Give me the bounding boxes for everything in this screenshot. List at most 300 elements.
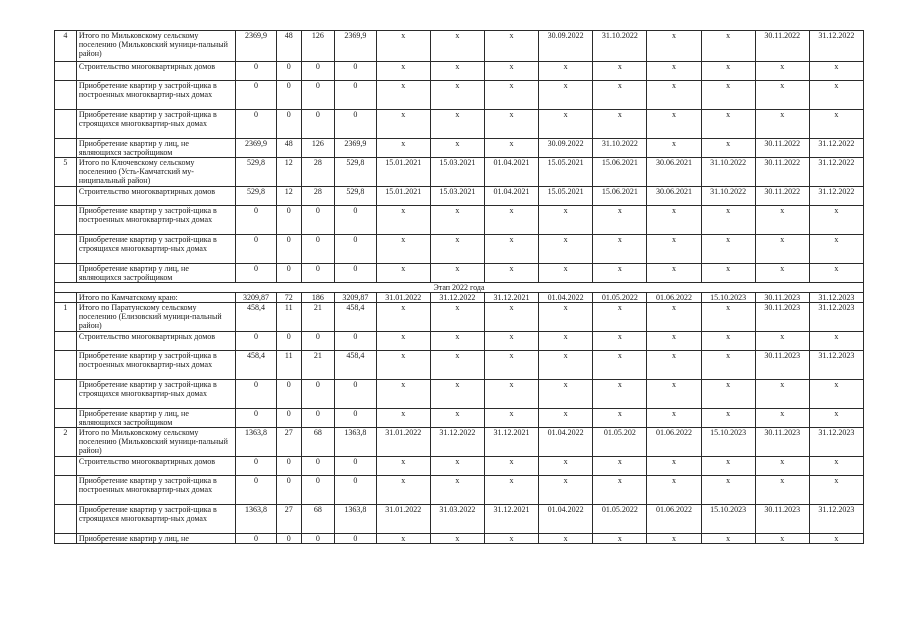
cell-value: 0: [301, 380, 334, 409]
cell-value: x: [484, 476, 538, 505]
cell-value: x: [755, 409, 809, 428]
cell-value: x: [593, 457, 647, 476]
cell-value: 0: [276, 264, 301, 283]
cell-value: 0: [236, 264, 277, 283]
cell-value: x: [430, 332, 484, 351]
cell-value: x: [539, 351, 593, 380]
table-row: [55, 264, 864, 283]
cell-value: x: [593, 534, 647, 544]
cell-value: x: [701, 264, 755, 283]
cell-value: 3209,87: [236, 293, 277, 303]
row-number: [55, 110, 77, 139]
cell-value: 0: [301, 81, 334, 110]
cell-value: x: [430, 351, 484, 380]
cell-value: 2369,9: [236, 139, 277, 158]
cell-value: x: [484, 206, 538, 235]
cell-value: 0: [335, 409, 377, 428]
cell-value: x: [809, 206, 863, 235]
cell-value: 0: [276, 110, 301, 139]
cell-value: 1363,8: [236, 505, 277, 534]
cell-value: 01.05.2022: [593, 293, 647, 303]
cell-value: x: [701, 409, 755, 428]
cell-value: 30.11.2022: [755, 139, 809, 158]
cell-value: x: [484, 457, 538, 476]
cell-value: 15.10.2023: [701, 505, 755, 534]
cell-value: x: [755, 206, 809, 235]
cell-value: x: [701, 351, 755, 380]
cell-value: 01.06.2022: [647, 293, 701, 303]
cell-value: x: [539, 235, 593, 264]
cell-value: 31.03.2022: [430, 505, 484, 534]
cell-value: x: [539, 332, 593, 351]
cell-value: x: [484, 235, 538, 264]
cell-value: x: [593, 81, 647, 110]
cell-value: 15.05.2021: [539, 158, 593, 187]
cell-value: x: [593, 380, 647, 409]
row-number: [55, 264, 77, 283]
row-name: Приобретение квартир у лиц, не: [76, 534, 235, 544]
cell-value: x: [376, 534, 430, 544]
row-number: [55, 187, 77, 206]
row-name: Приобретение квартир у застрой-щика в строящихся многоквартир-ных домах: [76, 380, 235, 409]
cell-value: 458,4: [236, 351, 277, 380]
cell-value: 0: [301, 332, 334, 351]
cell-value: x: [647, 380, 701, 409]
cell-value: 0: [276, 62, 301, 81]
cell-value: x: [430, 31, 484, 62]
cell-value: x: [484, 139, 538, 158]
cell-value: 31.12.2022: [430, 293, 484, 303]
row-name: Приобретение квартир у лиц, не являющихся застройщиком: [76, 409, 235, 428]
cell-value: 31.12.2023: [809, 351, 863, 380]
housing-program-table: [54, 30, 864, 544]
cell-value: x: [593, 206, 647, 235]
cell-value: 15.05.2021: [539, 187, 593, 206]
cell-value: 31.12.2022: [809, 139, 863, 158]
cell-value: x: [376, 62, 430, 81]
table-row: [55, 505, 864, 534]
cell-value: 0: [236, 206, 277, 235]
cell-value: 31.12.2022: [430, 428, 484, 457]
row-number: [55, 409, 77, 428]
cell-value: x: [701, 235, 755, 264]
cell-value: 0: [236, 380, 277, 409]
row-name: Приобретение квартир у лиц, не являющихся застройщиком: [76, 264, 235, 283]
row-name: Строительство многоквартирных домов: [76, 457, 235, 476]
cell-value: x: [809, 476, 863, 505]
cell-value: 01.05.2022: [593, 505, 647, 534]
cell-value: 01.04.2021: [484, 187, 538, 206]
cell-value: x: [647, 206, 701, 235]
table-row: [55, 332, 864, 351]
cell-value: 0: [335, 81, 377, 110]
cell-value: 2369,9: [335, 31, 377, 62]
cell-value: x: [809, 264, 863, 283]
cell-value: x: [376, 380, 430, 409]
stage-row: [55, 283, 864, 293]
cell-value: x: [701, 380, 755, 409]
row-name: Строительство многоквартирных домов: [76, 332, 235, 351]
cell-value: x: [647, 457, 701, 476]
cell-value: x: [484, 31, 538, 62]
cell-value: 31.12.2023: [809, 505, 863, 534]
cell-value: x: [484, 62, 538, 81]
cell-value: x: [701, 332, 755, 351]
cell-value: 31.10.2022: [701, 187, 755, 206]
cell-value: x: [376, 264, 430, 283]
cell-value: 0: [236, 476, 277, 505]
cell-value: 0: [276, 206, 301, 235]
cell-value: 0: [236, 332, 277, 351]
cell-value: x: [647, 303, 701, 332]
cell-value: x: [376, 31, 430, 62]
cell-value: x: [809, 409, 863, 428]
cell-value: x: [539, 303, 593, 332]
cell-value: 0: [276, 409, 301, 428]
cell-value: x: [647, 351, 701, 380]
cell-value: x: [809, 62, 863, 81]
cell-value: 458,4: [335, 303, 377, 332]
cell-value: 11: [276, 303, 301, 332]
cell-value: x: [647, 31, 701, 62]
cell-value: 0: [236, 534, 277, 544]
cell-value: x: [647, 139, 701, 158]
cell-value: x: [539, 476, 593, 505]
cell-value: 31.12.2023: [809, 293, 863, 303]
cell-value: 15.03.2021: [430, 158, 484, 187]
row-number: 2: [55, 428, 77, 457]
cell-value: x: [593, 62, 647, 81]
cell-value: x: [701, 457, 755, 476]
cell-value: 0: [276, 476, 301, 505]
cell-value: 31.01.2022: [376, 428, 430, 457]
cell-value: x: [809, 235, 863, 264]
cell-value: 0: [335, 380, 377, 409]
cell-value: 458,4: [236, 303, 277, 332]
cell-value: x: [647, 476, 701, 505]
row-name: Приобретение квартир у застрой-щика в построенных многоквартир-ных домах: [76, 351, 235, 380]
cell-value: 15.01.2021: [376, 187, 430, 206]
cell-value: x: [593, 476, 647, 505]
cell-value: x: [593, 235, 647, 264]
cell-value: x: [701, 139, 755, 158]
cell-value: 15.10.2023: [701, 293, 755, 303]
cell-value: x: [809, 81, 863, 110]
cell-value: 0: [301, 534, 334, 544]
cell-value: x: [484, 380, 538, 409]
table-row: [55, 293, 864, 303]
cell-value: x: [376, 409, 430, 428]
cell-value: 0: [236, 235, 277, 264]
cell-value: 12: [276, 187, 301, 206]
table-row: [55, 303, 864, 332]
cell-value: x: [539, 206, 593, 235]
cell-value: x: [809, 457, 863, 476]
cell-value: 458,4: [335, 351, 377, 380]
cell-value: 30.11.2023: [755, 303, 809, 332]
cell-value: 0: [276, 235, 301, 264]
cell-value: x: [430, 62, 484, 81]
table-row: [55, 476, 864, 505]
cell-value: x: [376, 351, 430, 380]
cell-value: 01.04.2022: [539, 505, 593, 534]
cell-value: 0: [335, 457, 377, 476]
row-number: [55, 332, 77, 351]
cell-value: 72: [276, 293, 301, 303]
cell-value: x: [755, 476, 809, 505]
row-name: Итого по Паратунскому сельскому поселению (Елизовский муници-пальный район): [76, 303, 235, 332]
cell-value: 30.06.2021: [647, 187, 701, 206]
cell-value: x: [593, 351, 647, 380]
cell-value: 0: [236, 110, 277, 139]
document-page: [54, 30, 864, 544]
cell-value: 0: [301, 409, 334, 428]
cell-value: 529,8: [236, 187, 277, 206]
cell-value: x: [484, 110, 538, 139]
table-row: [55, 31, 864, 62]
cell-value: 30.11.2023: [755, 293, 809, 303]
cell-value: 15.06.2021: [593, 158, 647, 187]
cell-value: 01.04.2021: [484, 158, 538, 187]
table-row: [55, 110, 864, 139]
cell-value: 529,8: [236, 158, 277, 187]
cell-value: 30.09.2022: [539, 31, 593, 62]
cell-value: x: [647, 62, 701, 81]
cell-value: 31.12.2021: [484, 505, 538, 534]
cell-value: x: [701, 534, 755, 544]
cell-value: 0: [335, 235, 377, 264]
cell-value: x: [701, 476, 755, 505]
cell-value: 0: [335, 264, 377, 283]
cell-value: x: [701, 303, 755, 332]
cell-value: x: [539, 81, 593, 110]
cell-value: x: [484, 409, 538, 428]
cell-value: x: [484, 303, 538, 332]
row-number: [55, 380, 77, 409]
cell-value: 0: [301, 457, 334, 476]
row-name: Итого по Мильковскому сельскому поселению (Мильковский муници-пальный район): [76, 31, 235, 62]
cell-value: x: [430, 235, 484, 264]
row-name: Приобретение квартир у застрой-щика в построенных многоквартир-ных домах: [76, 206, 235, 235]
table-row: [55, 351, 864, 380]
table-body: [55, 31, 864, 544]
cell-value: 0: [335, 534, 377, 544]
cell-value: 15.01.2021: [376, 158, 430, 187]
cell-value: x: [755, 110, 809, 139]
cell-value: x: [701, 81, 755, 110]
cell-value: 31.12.2022: [809, 158, 863, 187]
cell-value: 31.12.2022: [809, 187, 863, 206]
table-row: [55, 380, 864, 409]
cell-value: 0: [236, 409, 277, 428]
cell-value: x: [647, 534, 701, 544]
cell-value: x: [755, 332, 809, 351]
cell-value: 0: [276, 81, 301, 110]
cell-value: 31.12.2023: [809, 303, 863, 332]
table-row: [55, 534, 864, 544]
row-number: [55, 62, 77, 81]
table-row: [55, 81, 864, 110]
cell-value: 28: [301, 158, 334, 187]
cell-value: x: [755, 380, 809, 409]
cell-value: x: [809, 534, 863, 544]
row-name: Приобретение квартир у застрой-щика в строящихся многоквартир-ных домах: [76, 235, 235, 264]
row-number: [55, 139, 77, 158]
cell-value: 48: [276, 31, 301, 62]
cell-value: 2369,9: [335, 139, 377, 158]
cell-value: x: [647, 81, 701, 110]
cell-value: 31.10.2022: [593, 139, 647, 158]
cell-value: x: [430, 110, 484, 139]
cell-value: 0: [301, 235, 334, 264]
cell-value: 21: [301, 303, 334, 332]
cell-value: 30.06.2021: [647, 158, 701, 187]
cell-value: 0: [301, 206, 334, 235]
cell-value: x: [593, 409, 647, 428]
cell-value: 30.11.2023: [755, 428, 809, 457]
cell-value: 0: [276, 380, 301, 409]
cell-value: 126: [301, 139, 334, 158]
table-row: [55, 158, 864, 187]
cell-value: 0: [236, 62, 277, 81]
cell-value: x: [376, 139, 430, 158]
cell-value: 31.12.2021: [484, 428, 538, 457]
cell-value: 15.06.2021: [593, 187, 647, 206]
cell-value: x: [809, 332, 863, 351]
row-name: Приобретение квартир у лиц, не являющихся застройщиком: [76, 139, 235, 158]
row-number: [55, 351, 77, 380]
row-number: [55, 293, 77, 303]
row-name: Строительство многоквартирных домов: [76, 62, 235, 81]
cell-value: x: [593, 110, 647, 139]
row-number: [55, 505, 77, 534]
row-name: Итого по Мильковскому сельскому поселению (Мильковский муници-пальный район): [76, 428, 235, 457]
cell-value: x: [376, 110, 430, 139]
cell-value: 1363,8: [335, 428, 377, 457]
cell-value: x: [430, 457, 484, 476]
cell-value: x: [647, 110, 701, 139]
cell-value: x: [701, 110, 755, 139]
cell-value: x: [376, 206, 430, 235]
cell-value: 529,8: [335, 158, 377, 187]
cell-value: x: [539, 380, 593, 409]
cell-value: 31.12.2021: [484, 293, 538, 303]
cell-value: 0: [335, 332, 377, 351]
cell-value: x: [430, 476, 484, 505]
cell-value: 31.10.2022: [701, 158, 755, 187]
cell-value: 0: [236, 81, 277, 110]
cell-value: 0: [276, 457, 301, 476]
cell-value: 0: [301, 476, 334, 505]
row-number: [55, 534, 77, 544]
row-name: Приобретение квартир у застрой-щика в построенных многоквартир-ных домах: [76, 81, 235, 110]
table-row: [55, 428, 864, 457]
cell-value: 0: [276, 534, 301, 544]
cell-value: 01.05.202: [593, 428, 647, 457]
cell-value: 0: [335, 110, 377, 139]
row-number: [55, 206, 77, 235]
cell-value: 15.03.2021: [430, 187, 484, 206]
cell-value: 0: [335, 206, 377, 235]
cell-value: 30.11.2022: [755, 31, 809, 62]
cell-value: x: [484, 264, 538, 283]
cell-value: 1363,8: [236, 428, 277, 457]
table-row: [55, 187, 864, 206]
cell-value: x: [430, 139, 484, 158]
cell-value: x: [647, 409, 701, 428]
row-number: [55, 476, 77, 505]
cell-value: 27: [276, 505, 301, 534]
cell-value: 01.06.2022: [647, 428, 701, 457]
cell-value: x: [755, 235, 809, 264]
cell-value: x: [755, 62, 809, 81]
cell-value: 0: [335, 476, 377, 505]
cell-value: x: [430, 81, 484, 110]
cell-value: 11: [276, 351, 301, 380]
cell-value: 01.06.2022: [647, 505, 701, 534]
cell-value: x: [647, 235, 701, 264]
cell-value: x: [539, 110, 593, 139]
cell-value: 31.01.2022: [376, 293, 430, 303]
row-name: Приобретение квартир у застрой-щика в строящихся многоквартир-ных домах: [76, 505, 235, 534]
cell-value: x: [376, 476, 430, 505]
cell-value: 0: [335, 62, 377, 81]
cell-value: 27: [276, 428, 301, 457]
cell-value: x: [376, 457, 430, 476]
row-number: 5: [55, 158, 77, 187]
cell-value: x: [539, 264, 593, 283]
cell-value: x: [701, 31, 755, 62]
cell-value: 21: [301, 351, 334, 380]
cell-value: x: [376, 235, 430, 264]
cell-value: 2369,9: [236, 31, 277, 62]
cell-value: x: [376, 332, 430, 351]
row-number: [55, 81, 77, 110]
cell-value: x: [376, 81, 430, 110]
cell-value: 31.12.2023: [809, 428, 863, 457]
cell-value: 68: [301, 505, 334, 534]
cell-value: x: [539, 534, 593, 544]
cell-value: x: [539, 409, 593, 428]
cell-value: 0: [276, 332, 301, 351]
cell-value: 31.01.2022: [376, 505, 430, 534]
cell-value: 1363,8: [335, 505, 377, 534]
row-number: 4: [55, 31, 77, 62]
stage-title: Этап 2022 года: [55, 283, 864, 293]
cell-value: 0: [301, 62, 334, 81]
row-name: Итого по Ключевскому сельскому поселению (Усть-Камчатский му-ниципальный район): [76, 158, 235, 187]
table-row: [55, 457, 864, 476]
cell-value: 31.12.2022: [809, 31, 863, 62]
cell-value: 30.11.2023: [755, 351, 809, 380]
cell-value: 126: [301, 31, 334, 62]
cell-value: x: [539, 457, 593, 476]
cell-value: x: [484, 81, 538, 110]
cell-value: x: [484, 332, 538, 351]
cell-value: 529,8: [335, 187, 377, 206]
cell-value: x: [809, 380, 863, 409]
cell-value: 30.11.2022: [755, 187, 809, 206]
cell-value: x: [430, 380, 484, 409]
cell-value: 186: [301, 293, 334, 303]
cell-value: x: [701, 206, 755, 235]
cell-value: x: [755, 264, 809, 283]
cell-value: x: [430, 534, 484, 544]
cell-value: 48: [276, 139, 301, 158]
cell-value: x: [755, 534, 809, 544]
cell-value: 01.04.2022: [539, 428, 593, 457]
row-name: Приобретение квартир у застрой-щика в строящихся многоквартир-ных домах: [76, 110, 235, 139]
